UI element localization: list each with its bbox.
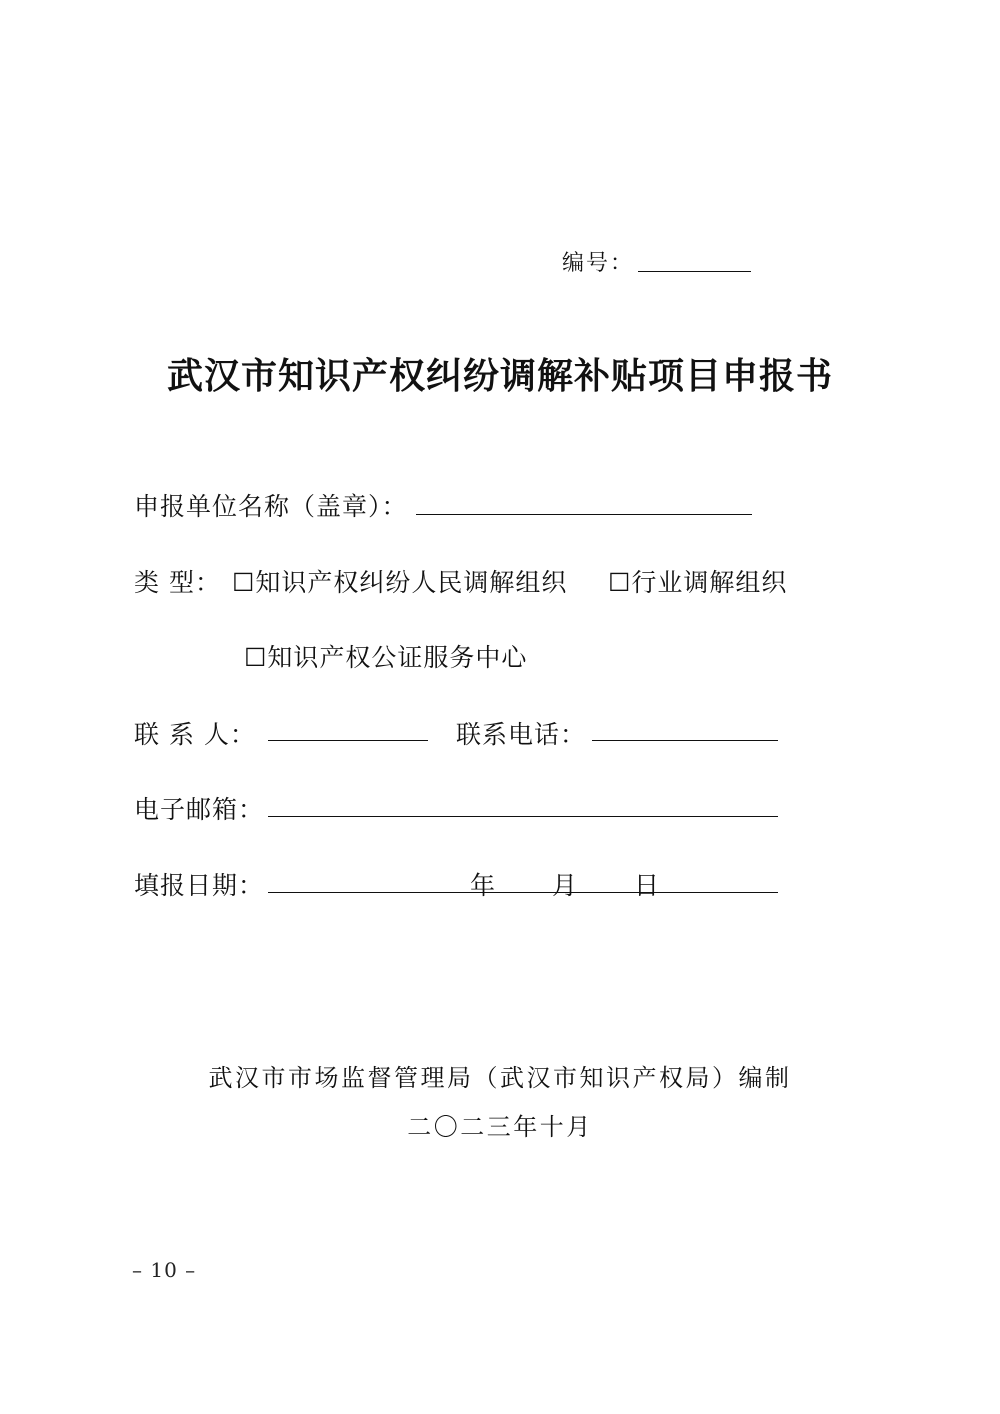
type-option-ip-people-mediation-checkbox[interactable]: ☐知识产权纠纷人民调解组织 (232, 568, 568, 597)
date-month-label: 月 (552, 871, 579, 900)
contact-phone-label: 联系电话： (456, 720, 587, 749)
date-day-label: 日 (634, 871, 661, 900)
fill-date-field[interactable] (268, 892, 778, 893)
contact-person-field[interactable] (268, 740, 428, 741)
document-number-label: 编号： (562, 251, 635, 276)
contact-phone-field[interactable] (592, 740, 778, 741)
applicant-name-label: 申报单位名称（盖章）： (134, 492, 408, 521)
type-option-ip-notary-center-checkbox[interactable]: ☐知识产权公证服务中心 (244, 643, 528, 672)
contact-person-label: 联 系 人： (134, 720, 256, 749)
compiler-credit: 武汉市市场监督管理局（武汉市知识产权局）编制 (208, 1064, 792, 1092)
document-number-field[interactable] (638, 271, 751, 272)
page-number: – 10 – (132, 1258, 197, 1282)
page-title: 武汉市知识产权纠纷调解补贴项目申报书 (166, 356, 833, 397)
email-field[interactable] (268, 816, 778, 817)
compile-date: 二〇二三年十月 (407, 1113, 593, 1141)
date-year-label: 年 (470, 871, 497, 900)
type-label: 类 型： (134, 568, 221, 597)
applicant-name-field[interactable] (416, 514, 752, 515)
type-option-industry-mediation-checkbox[interactable]: ☐行业调解组织 (608, 568, 788, 597)
fill-date-label: 填报日期： (134, 871, 265, 900)
email-label: 电子邮箱： (134, 795, 265, 824)
